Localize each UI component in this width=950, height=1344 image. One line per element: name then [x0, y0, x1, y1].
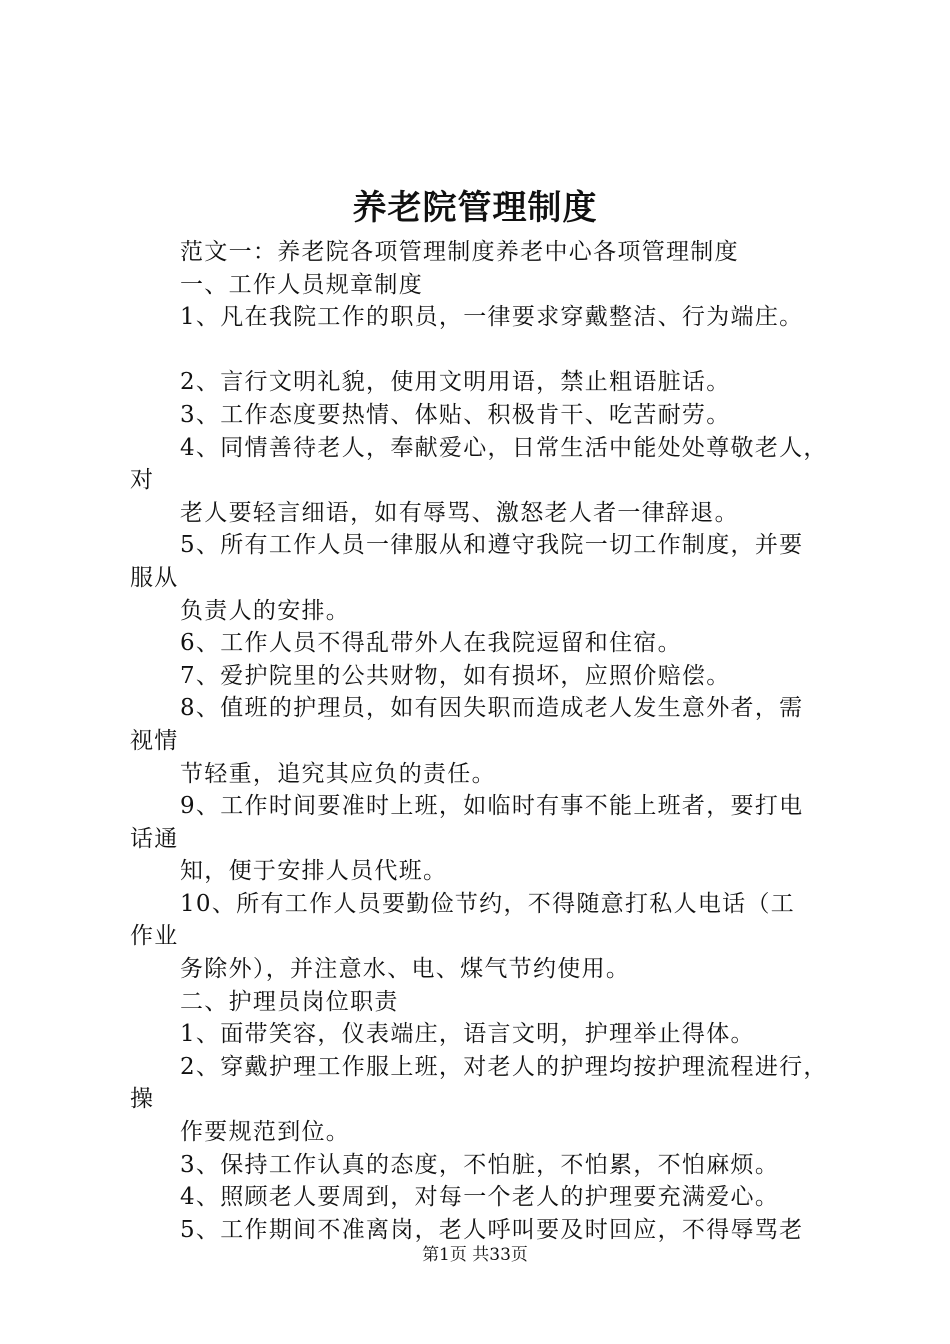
text-line: 5、工作期间不准离岗，老人呼叫要及时回应，不得辱骂老 — [180, 1216, 804, 1243]
text-line: 8、值班的护理员，如有因失职而造成老人发生意外者，需 — [180, 695, 804, 722]
page-footer: 第1页 共33页 — [422, 1245, 528, 1265]
blank-line — [130, 334, 850, 367]
text-line: 4、照顾老人要周到，对每一个老人的护理要充满爱心。 — [180, 1184, 780, 1211]
text-line: 10、所有工作人员要勤俭节约，不得随意打私人电话（工 — [180, 890, 796, 917]
text-line: 作业 — [130, 923, 179, 950]
text-line: 对 — [130, 467, 155, 494]
text-line: 6、工作人员不得乱带外人在我院逗留和住宿。 — [180, 630, 682, 657]
text-line: 务除外），并注意水、电、煤气节约使用。 — [180, 956, 631, 983]
text-line: 老人要轻言细语，如有辱骂、激怒老人者一律辞退。 — [180, 499, 739, 526]
text-line: 9、工作时间要准时上班，如临时有事不能上班者，要打电 — [180, 793, 804, 820]
text-line: 4、同情善待老人，奉献爱心，日常生活中能处处尊敬老人， — [180, 434, 828, 461]
text-line: 1、凡在我院工作的职员，一律要求穿戴整洁、行为端庄。 — [180, 304, 804, 331]
text-line: 范文一：养老院各项管理制度养老中心各项管理制度 — [180, 239, 739, 265]
text-line: 作要规范到位。 — [180, 1119, 351, 1146]
document-body — [130, 236, 850, 1246]
text-line: 3、工作态度要热情、体贴、积极肯干、吃苦耐劳。 — [180, 401, 731, 428]
text-line: 视情 — [130, 727, 179, 754]
text-line: 一、工作人员规章制度 — [180, 271, 423, 298]
text-line: 负责人的安排。 — [180, 597, 351, 624]
text-line: 服从 — [130, 564, 179, 591]
text-line: 二、护理员岗位职责 — [180, 988, 399, 1015]
text-line: 7、爱护院里的公共财物，如有损坏，应照价赔偿。 — [180, 662, 731, 689]
text-line: 5、所有工作人员一律服从和遵守我院一切工作制度，并要 — [180, 532, 804, 559]
text-line: 操 — [130, 1086, 155, 1113]
document-title: 养老院管理制度 — [352, 188, 598, 228]
text-line: 2、言行文明礼貌，使用文明用语，禁止粗语脏话。 — [180, 369, 731, 396]
text-line: 话通 — [130, 825, 179, 852]
text-line: 2、穿戴护理工作服上班，对老人的护理均按护理流程进行， — [180, 1053, 828, 1080]
text-line: 3、保持工作认真的态度，不怕脏，不怕累，不怕麻烦。 — [180, 1151, 780, 1178]
text-line: 知，便于安排人员代班。 — [180, 858, 448, 885]
text-line: 1、面带笑容，仪表端庄，语言文明，护理举止得体。 — [180, 1021, 755, 1048]
text-line: 节轻重，追究其应负的责任。 — [180, 760, 496, 787]
